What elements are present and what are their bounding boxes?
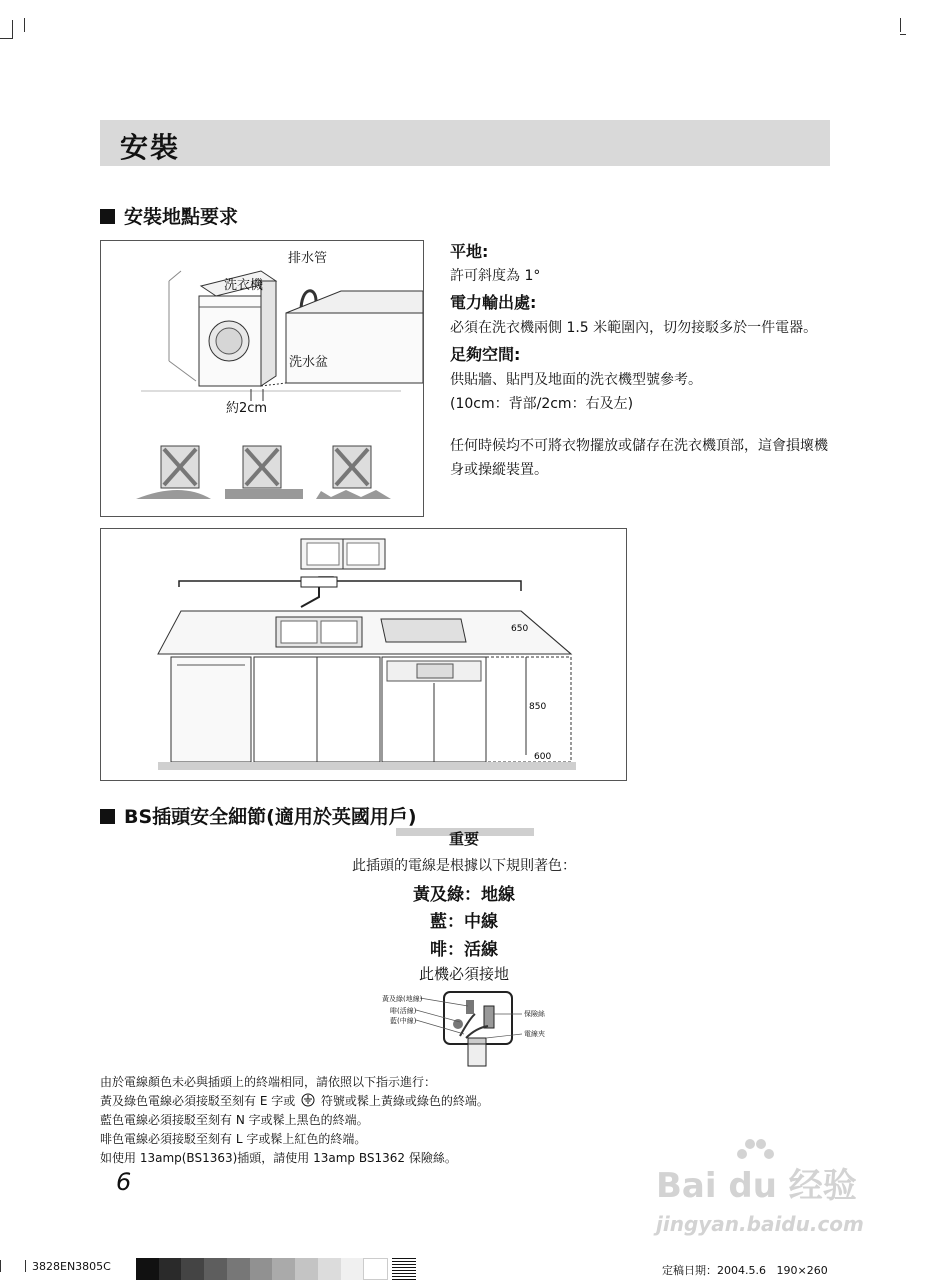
important-heading: 重要 bbox=[448, 830, 479, 848]
registration-mark bbox=[392, 1258, 416, 1280]
req-heading-level-floor: 平地: bbox=[450, 242, 489, 261]
square-bullet-icon bbox=[100, 809, 115, 824]
wire-rule-neutral: 藍：中線 bbox=[430, 912, 498, 932]
footer-size-text: 190×260 bbox=[776, 1264, 828, 1277]
instruction-line: 啡色電線必須接駁至刻有 L 字或髹上紅色的終端。 bbox=[100, 1132, 367, 1146]
footer-code bbox=[0, 1260, 111, 1273]
footer-date-text: 定稿日期：2004.5.6 bbox=[662, 1264, 766, 1277]
label-sink: 洗水盆 bbox=[289, 355, 329, 370]
req-heading-power-outlet: 電力輸出處: bbox=[450, 293, 537, 312]
page-title-bar bbox=[100, 120, 830, 166]
instruction-line-part: 符號或髹上黃綠或綠色的終端。 bbox=[320, 1094, 489, 1108]
plug-wiring-diagram bbox=[380, 988, 560, 1068]
instruction-line: 藍色電線必須接駁至刻有 N 字或髹上黑色的終端。 bbox=[100, 1113, 369, 1127]
instruction-line: 如使用 13amp(BS1363)插頭，請使用 13amp BS1362 保險絲。 bbox=[100, 1151, 457, 1165]
paw-icon bbox=[734, 1136, 774, 1166]
crop-mark bbox=[0, 38, 12, 39]
wiring-instructions bbox=[100, 1073, 620, 1168]
section-heading-bs-plug bbox=[100, 802, 417, 829]
req-text-power-outlet: 必須在洗衣機兩側 1.5 米範圍內，切勿接駁多於一件電器。 bbox=[450, 320, 818, 336]
label-washer: 洗衣機 bbox=[224, 278, 264, 293]
dim-height: 850 bbox=[529, 702, 547, 712]
page-title: 安裝 bbox=[120, 131, 181, 164]
instruction-line: 由於電線顏色未必與插頭上的終端相同，請依照以下指示進行： bbox=[100, 1075, 437, 1089]
square-bullet-icon bbox=[100, 209, 115, 224]
req-heading-space: 足夠空間: bbox=[450, 345, 521, 364]
footer-code-text: 3828EN3805C bbox=[32, 1260, 111, 1273]
plug-label-fuse: 保險絲 bbox=[524, 1010, 545, 1018]
label-drain-pipe: 排水管 bbox=[288, 251, 328, 266]
crop-mark bbox=[900, 34, 906, 35]
earth-note: 此機必須接地 bbox=[418, 965, 509, 983]
req-text-level-floor: 許可斜度為 1° bbox=[450, 268, 541, 284]
label-gap: 約2cm bbox=[226, 401, 268, 416]
watermark-brand: Bai du 经验 bbox=[656, 1166, 857, 1206]
color-bar bbox=[136, 1258, 388, 1280]
watermark-logo bbox=[656, 1158, 857, 1207]
plug-intro: 此插頭的電線是根據以下規則著色： bbox=[352, 858, 576, 874]
kitchen-drawing bbox=[101, 529, 626, 780]
dim-depth: 650 bbox=[511, 624, 529, 634]
plug-label-live: 啡(活線) bbox=[390, 1007, 417, 1015]
section-heading-text: BS插頭安全細節(適用於英國用戶) bbox=[124, 806, 417, 828]
carpet-floor-warning-icon bbox=[316, 446, 391, 499]
footer-date bbox=[662, 1262, 828, 1278]
wire-rule-earth: 黃及綠：地線 bbox=[413, 885, 515, 905]
requirements-block bbox=[450, 240, 835, 482]
earth-symbol-icon bbox=[301, 1093, 315, 1107]
plug-label-earth: 黃及綠(地線) bbox=[382, 995, 423, 1003]
warning-text: 任何時候均不可將衣物擺放或儲存在洗衣機頂部，這會損壞機身或操縱裝置。 bbox=[450, 438, 828, 478]
crop-mark bbox=[900, 18, 901, 32]
watermark-url: jingyan.baidu.com bbox=[656, 1212, 864, 1236]
kitchen-installation-illustration bbox=[100, 528, 627, 781]
soft-floor-warning-icon bbox=[225, 446, 303, 499]
req-text-space: 供貼牆、貼門及地面的洗衣機型號參考。(10cm：背部/2cm：右及左) bbox=[450, 372, 702, 412]
wire-rule-live: 啡：活線 bbox=[430, 940, 498, 960]
unlevel-floor-warning-icon bbox=[136, 446, 211, 499]
instruction-line-part: 黃及綠色電線必須接駁至刻有 E 字或 bbox=[100, 1094, 296, 1108]
section-heading-text: 安裝地點要求 bbox=[124, 206, 239, 228]
page-number: 6 bbox=[116, 1168, 132, 1196]
dim-width: 600 bbox=[534, 752, 552, 762]
section-heading-installation-location bbox=[100, 202, 238, 229]
crop-mark bbox=[24, 18, 25, 32]
crop-mark bbox=[12, 20, 13, 39]
plug-label-clamp: 電線夾 bbox=[524, 1030, 545, 1038]
instruction-line bbox=[100, 1092, 620, 1111]
washer-installation-illustration bbox=[100, 240, 424, 517]
plug-label-neutral: 藍(中線) bbox=[390, 1017, 417, 1025]
